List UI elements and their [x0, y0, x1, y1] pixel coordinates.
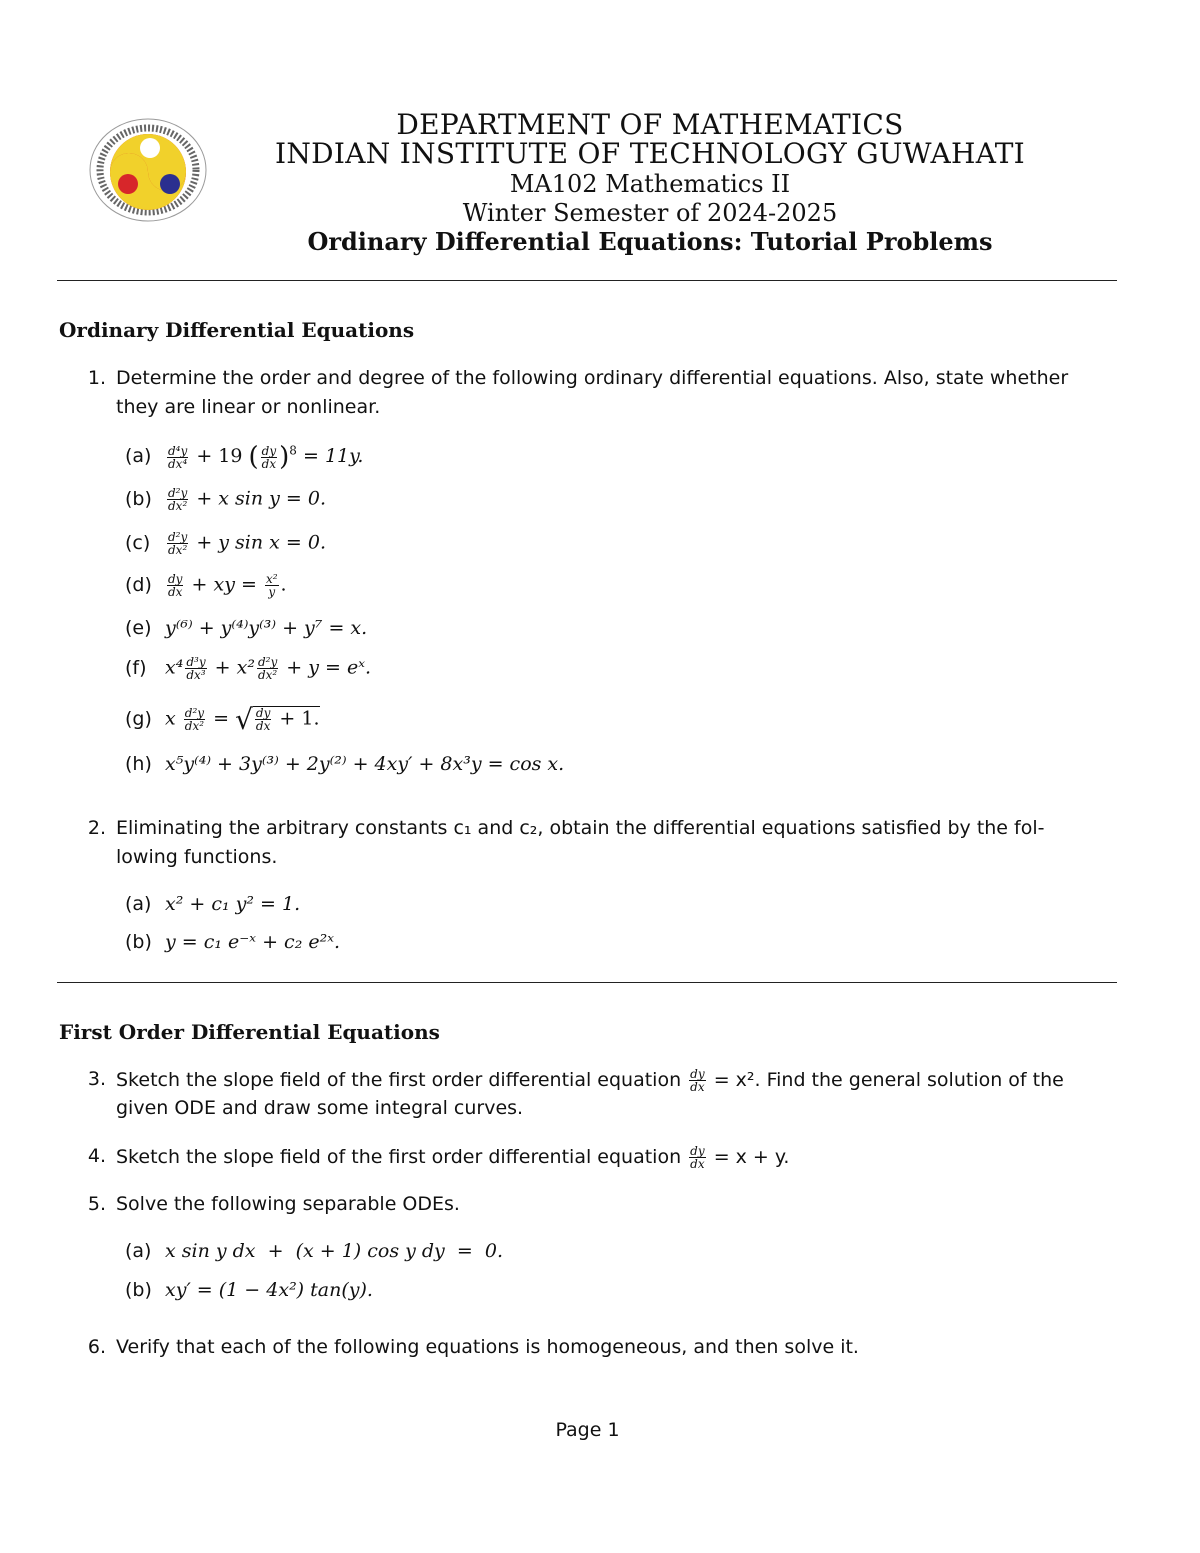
question-text: Verify that each of the following equations is homogeneous, and then solve it. — [116, 1336, 859, 1358]
item-label: (g) — [125, 707, 152, 730]
semester: Winter Semester of 2024-2025 — [462, 199, 838, 227]
divider — [57, 982, 1117, 983]
equation-item — [125, 931, 340, 953]
item-label: (c) — [125, 531, 151, 554]
equation-item: (d) $\frac{dy}{dx}$ + xy = $\frac{\text{x²}}{y}$ . — [125, 572, 287, 599]
question-text: Solve the following separable ODEs. — [116, 1193, 460, 1215]
divider — [57, 280, 1117, 281]
item-label: (d) — [125, 573, 152, 596]
question-text: they are linear or nonlinear. — [116, 396, 381, 418]
question-number: 1. — [87, 367, 106, 389]
equation-text: x⁵y⁽⁴⁾ + 3y⁽³⁾ + 2y⁽²⁾ + 4xy′ + 8x³y = cos x. — [165, 753, 565, 775]
equation-text: + x sin y = 0. — [196, 487, 327, 510]
section-heading: Ordinary Differential Equations — [59, 318, 415, 342]
question-text: lowing functions. — [116, 846, 278, 868]
page-number: Page 1 — [555, 1419, 620, 1441]
question-text: given ODE and draw some integral curves. — [116, 1097, 524, 1119]
section-heading: First Order Differential Equations — [59, 1020, 440, 1044]
equation-item: (b) $\frac{\text{d²y}}{\text{dx²}}$ + x sin y = 0. — [125, 486, 327, 513]
item-label: (a) — [125, 893, 152, 915]
item-label: (b) — [125, 1279, 152, 1301]
institute-name: INDIAN INSTITUTE OF TECHNOLOGY GUWAHATI — [274, 137, 1026, 170]
equation-text: + 19 — [196, 445, 243, 467]
equation-text: = 11y. — [302, 445, 364, 467]
equation-text: + y sin x = 0. — [196, 531, 327, 554]
course-name: MA102 Mathematics II — [509, 170, 791, 198]
institute-logo — [88, 118, 212, 224]
equation-item — [125, 753, 564, 775]
equation-item: (g) x $\frac{\text{d²y}}{\text{dx²}}$ = √ $\frac{dy}{dx}$ + 1. — [125, 703, 320, 736]
equation-text: xy′ = (1 − 4x²) tan(y). — [165, 1279, 373, 1301]
question-number: 5. — [87, 1193, 106, 1215]
question-text: Sketch the slope field of the first order differential equation $\frac{dy}{dx}$ = x². Find the general solution of the — [116, 1067, 1064, 1094]
question-text: Sketch the slope field of the first order differential equation $\frac{dy}{dx}$ = x + y. — [116, 1144, 790, 1171]
equation-text: x² + c₁ y² = 1. — [165, 893, 301, 915]
item-label: (h) — [125, 753, 152, 775]
question-number: 3. — [87, 1068, 106, 1090]
fraction: $\frac{\text{d⁴y}}{\text{dx⁴}}$ — [168, 443, 188, 471]
equation-item: (f) x⁴ $\frac{\text{d³y}}{\text{dx³}}$ + x² $\frac{\text{d²y}}{\text{dx²}}$ + y = eˣ. — [125, 655, 372, 682]
question-number: 6. — [87, 1336, 106, 1358]
equation-text: x sin y dx + (x + 1) cos y dy = 0. — [165, 1240, 504, 1262]
department-name: DEPARTMENT OF MATHEMATICS — [396, 108, 904, 141]
equation-item — [125, 1279, 373, 1301]
equation-item: (c) $\frac{\text{d²y}}{\text{dx²}}$ + y sin x = 0. — [125, 530, 327, 557]
item-label: (f) — [125, 656, 147, 679]
question-text: Determine the order and degree of the following ordinary differential equations. Also, state whether — [116, 367, 1069, 389]
equation-text: + xy = — [191, 573, 257, 596]
equation-text: y⁽⁶⁾ + y⁽⁴⁾y⁽³⁾ + y⁷ = x. — [165, 617, 368, 639]
item-label: (e) — [125, 617, 152, 639]
question-number: 2. — [87, 817, 106, 839]
equation-item: (a) $\frac{\text{d⁴y}}{\text{dx⁴}}$ + 19 ( $\frac{dy}{dx}$ )$^8$ = 11y. — [125, 442, 364, 472]
item-label: (b) — [125, 487, 152, 510]
question-number: 4. — [87, 1145, 106, 1167]
item-label: (a) — [125, 1240, 152, 1262]
item-label: (a) — [125, 445, 152, 467]
equation-text: y = c₁ e⁻ˣ + c₂ e²ˣ. — [165, 931, 340, 953]
page-title: Ordinary Differential Equations: Tutorial Problems — [307, 227, 993, 256]
question-text: Eliminating the arbitrary constants c₁ and c₂, obtain the differential equations satisfied by the fol- — [116, 817, 1045, 839]
equation-item — [125, 617, 367, 639]
equation-item — [125, 1240, 503, 1262]
equation-item — [125, 893, 300, 915]
item-label: (b) — [125, 931, 152, 953]
